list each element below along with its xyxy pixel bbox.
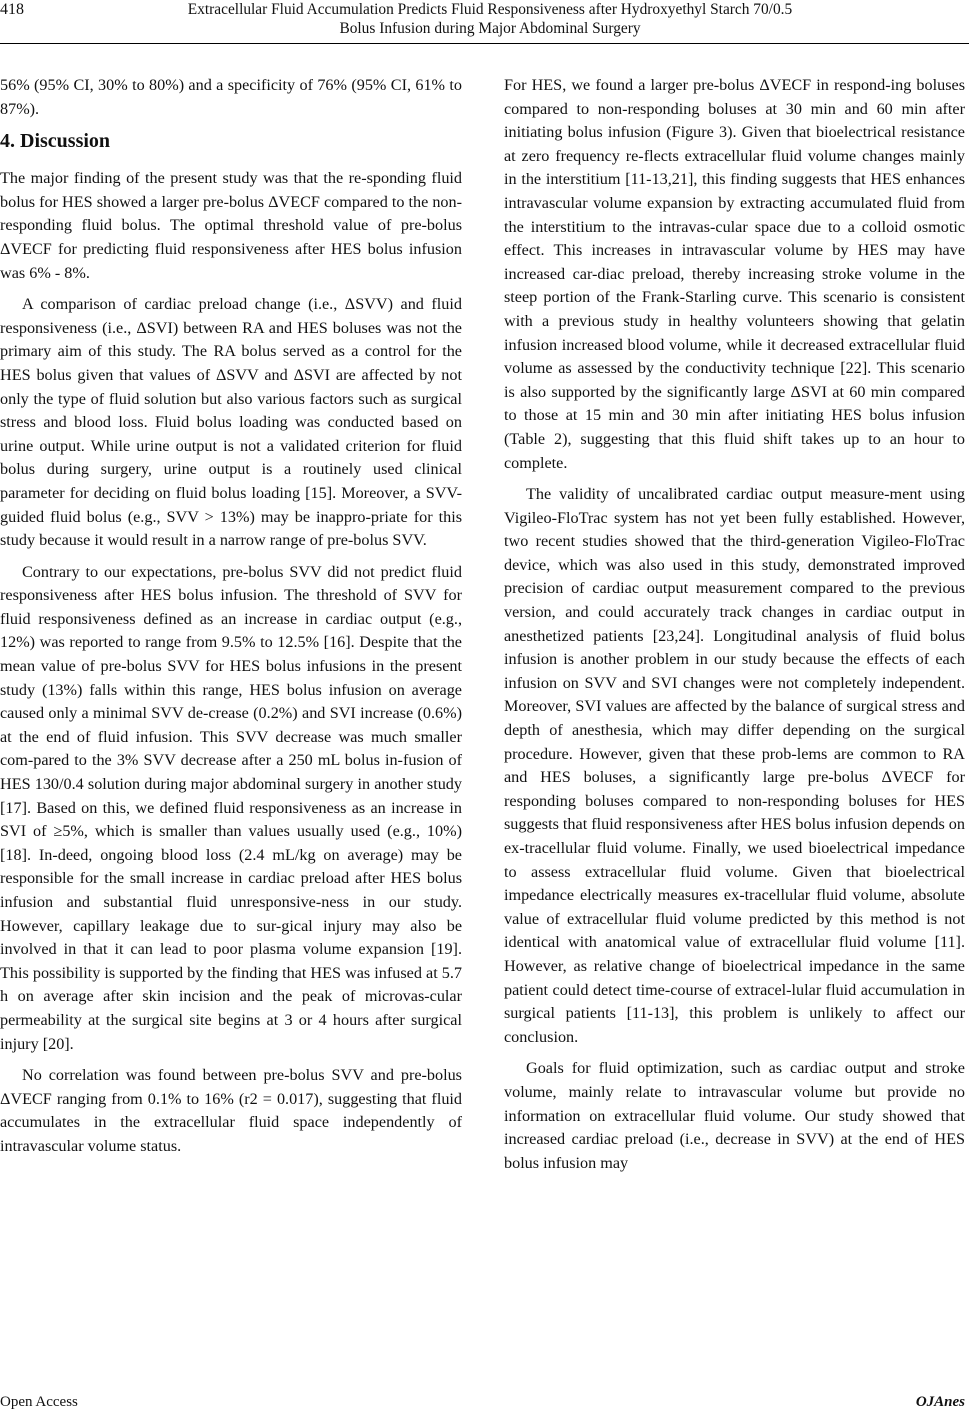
left-column bbox=[0, 74, 462, 1167]
running-title bbox=[110, 0, 870, 38]
page-header bbox=[0, 0, 969, 44]
footer-open-access: Open Access bbox=[0, 1394, 78, 1410]
page-number: 418 bbox=[0, 1, 24, 18]
paragraph: The validity of uncalibrated cardiac output measure-ment using Vigileo-FloTrac system has not yet been fully established. However, two recent studies showed that the third-generation Vigileo-FloTrac device, which was also used in this study, demonstrated improved precision of cardiac output measurement compared to the previous version, and could accurately track changes in cardiac output in anesthetized patients [23,24]. Longitudinal analysis of fluid bolus infusion is another problem in our study because the effects of each infusion on SVV and SVI changes were not completely independent. Moreover, SVI values are affected by the balance of surgical stress and depth of anesthesia, which may differ depending on the surgical procedure. However, given that these prob-lems are common to RA and HES boluses, a significantly large pre-bolus ΔVECF for responding boluses compared to non-responding boluses for HES suggests that fluid responsiveness after HES bolus infusion depends on ex-tracellular fluid volume. Finally, we used bioelectrical impedance to assess extracellular fluid volume. Given that bioelectrical impedance electrically measures ex-tracellular fluid volume, absolute value of extracellular fluid volume predicted by this method is not identical with anatomical value of extracellular fluid volume [11]. However, as relative change of bioelectrical impedance in the same patient could detect time-course of extracel-lular fluid accumulation in surgical patients [11-13], this problem is unlikely to affect our conclusion. bbox=[504, 485, 965, 1046]
running-title-line-2: Bolus Infusion during Major Abdominal Surgery bbox=[339, 20, 641, 37]
paragraph: Goals for fluid optimization, such as cardiac output and stroke volume, mainly relate to intravascular volume but provide no information on extracellular fluid volume. Our study showed that increased cardiac preload (i.e., decrease in SVV) at the end of HES bolus infusion may bbox=[504, 1059, 965, 1172]
paragraph: The major finding of the present study was that the re-sponding fluid bolus for HES showed a larger pre-bolus ΔVECF compared to the non-responding fluid bolus. The optimal threshold value of pre-bolus ΔVECF for predicting fluid responsiveness after HES bolus infusion was 6% - 8%. bbox=[0, 169, 462, 282]
paragraph: For HES, we found a larger pre-bolus ΔVECF in respond-ing boluses compared to non-responding boluses at 30 min and 60 min after initiating bolus infusion (Figure 3). Given that bioelectrical resistance at zero frequency re-flects extracellular fluid volume changes mainly in the interstitium [11-13,21], this finding suggests that HES enhances intravascular volume expansion by extracting accumulated fluid from the interstitium to the intravas-cular space due to a colloid osmotic effect. This increases in intravascular volume by HES may have increased car-diac preload, thereby increasing stroke volume in the steep portion of the Frank-Starling curve. This scenario is consistent with a previous study in healthy volunteers showing that gelatin infusion increased blood volume, while it decreased extracellular fluid volume as assessed by the conductivity technique [22]. This scenario is also supported by the significantly large ΔSVI at 60 min compared to those at 15 min and 30 min after initiating HES bolus infusion (Table 2), suggesting that this fluid shift takes up to an hour to complete. bbox=[504, 76, 965, 472]
header-rule bbox=[0, 43, 969, 44]
footer-journal: OJAnes bbox=[915, 1394, 965, 1410]
running-title-line-1: Extracellular Fluid Accumulation Predicts Fluid Responsiveness after Hydroxyethyl Starch 70/0.5 bbox=[187, 1, 793, 18]
paragraph: No correlation was found between pre-bolus SVV and pre-bolus ΔVECF ranging from 0.1% to 16% (r2 = 0.017), suggesting that fluid accumulates in the extracellular fluid space independently of intravascular volume status. bbox=[0, 1066, 462, 1155]
paragraph-continuation: 56% (95% CI, 30% to 80%) and a specificity of 76% (95% CI, 61% to 87%). bbox=[0, 76, 462, 118]
section-heading: 4. Discussion bbox=[0, 130, 111, 153]
right-column bbox=[504, 74, 965, 1183]
paragraph: Contrary to our expectations, pre-bolus SVV did not predict fluid responsiveness after HES bolus infusion. The threshold of SVV for fluid responsiveness defined as an increase in cardiac output (e.g., 12%) was reported to range from 9.5% to 12.5% [16]. Despite that the mean value of pre-bolus SVV for HES bolus infusions in the present study (13%) falls within this range, HES bolus infusion on average caused only a minimal SVV de-crease (0.2%) and SVI increase (0.6%) at the end of fluid infusion. This SVV decrease was much smaller com-pared to the 3% SVV decrease after a 250 mL bolus in-fusion of HES 130/0.4 solution during major abdominal surgery in another study [17]. Based on this, we defined fluid responsiveness as an increase in SVI of ≥5%, which is smaller than values usually used (e.g., 10%) [18]. In-deed, ongoing blood loss (2.4 mL/kg on average) may be responsible for the small increase in cardiac preload after HES bolus infusion and substantial fluid unresponsive-ness in our study. However, capillary leakage due to sur-gical injury may also be involved in that it can lead to poor plasma volume expansion [19]. This possibility is supported by the finding that HES was infused at 5.7 h on average after skin incision and the peak of microvas-cular permeability at the surgical site begins at 3 or 4 hours after surgical injury [20]. bbox=[0, 562, 462, 1053]
paragraph: A comparison of cardiac preload change (i.e., ΔSVV) and fluid responsiveness (i.e., ΔSVI) between RA and HES boluses was not the primary aim of this study. The RA bolus served as a control for the HES bolus given that values of ΔSVV and ΔSVI are affected by not only the type of fluid solution but also various factors such as surgical stress and blood loss. Fluid bolus loading was conducted based on urine output. While urine output is not a validated criterion for fluid bolus during surgery, urine output is a routinely used clinical parameter for deciding on fluid bolus loading [15]. Moreover, a SVV-guided fluid bolus (e.g., SVV > 13%) may be inappro-priate for this study because it would result in a narrow range of pre-bolus SVV. bbox=[0, 295, 462, 550]
